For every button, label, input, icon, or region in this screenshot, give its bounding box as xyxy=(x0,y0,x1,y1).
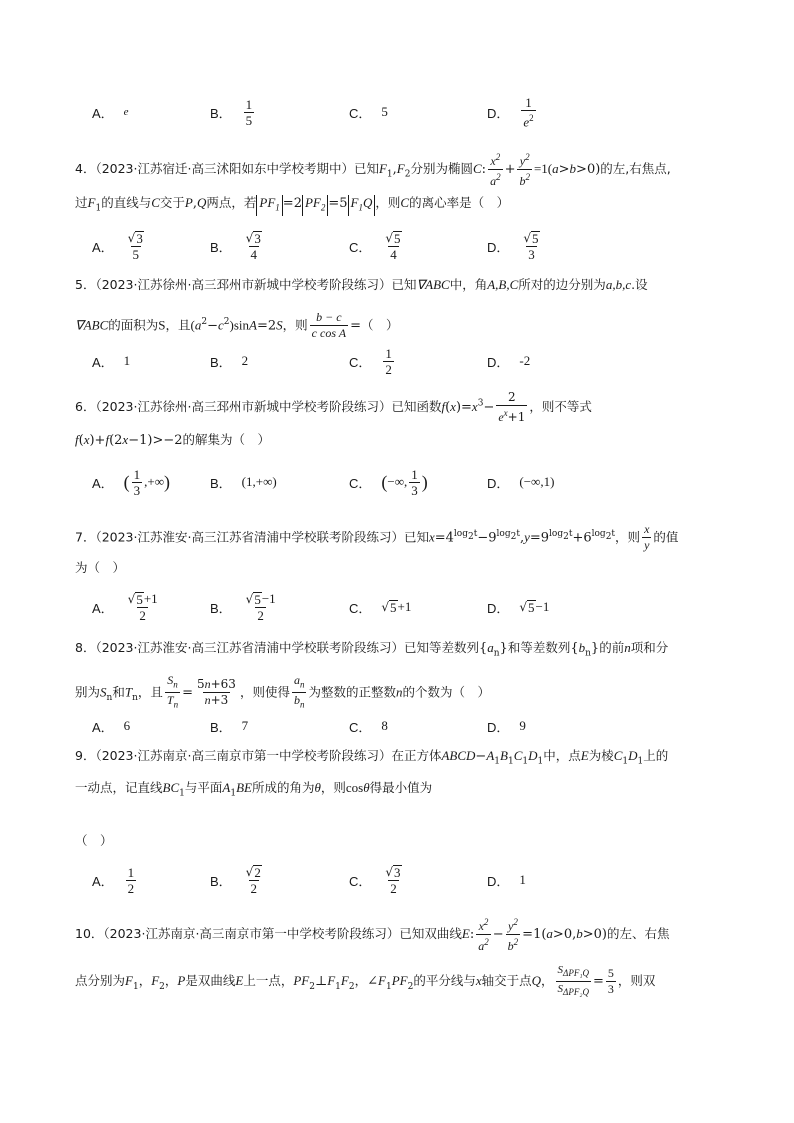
option-b[interactable]: B． √ 3 4 xyxy=(210,230,261,262)
option-c[interactable]: C． ( −∞, $\frac{1}{3}$ ) xyxy=(349,466,428,498)
question-7-line-1: 7．（2023·江苏淮安·高三江苏省清浦中学校联考阶段练习）已知$x=4^{log_2t}-9^{log_2t},y=9^{log_2t}+6^{log_2t}$，则 $\frac{x}{y}$ 的值 xyxy=(75,522,679,553)
option-c[interactable]: C． 5 xyxy=(349,104,388,121)
question-7-line-2: 为（ ） xyxy=(75,560,126,575)
question-6-line-2: f(x)+f(2x−1)>−2的解集为（ ） xyxy=(75,432,271,448)
option-d[interactable]: D． (−∞,1) xyxy=(487,474,555,491)
option-a[interactable]: A． √ 5 +1 2 xyxy=(92,591,158,623)
q5-options xyxy=(0,341,794,381)
option-b[interactable]: B． (1,+∞) xyxy=(210,474,277,491)
q4-options xyxy=(0,226,794,266)
question-8-line-2: 别为$S_n$和$T_n$，且 $\frac{S_n}{T_n}$ = $\frac{5n+63}{n+3}$ ，则使得 $\frac{a_n}{b_n}$ 为整数的正整数n的个数为（ ） xyxy=(75,673,725,713)
option-a[interactable]: A． 6 xyxy=(92,718,131,735)
option-a[interactable]: A． √ 3 5 xyxy=(92,230,143,262)
q3-options xyxy=(0,92,794,132)
option-c[interactable]: C． 8 xyxy=(349,718,388,735)
q7-options xyxy=(0,587,794,627)
option-d[interactable]: D． 1 xyxy=(487,872,526,889)
option-b[interactable]: B． √ 2 2 xyxy=(210,864,261,896)
option-c[interactable]: C． √ 3 2 xyxy=(349,864,401,896)
question-5-line-1: 5．（2023·江苏徐州·高三邳州市新城中学校考阶段练习）已知∇ABC中，角A,B,C所对的边分别为a,b,c.设 xyxy=(75,277,648,292)
question-9-line-1: 9．（2023·江苏南京·高三南京市第一中学校考阶段练习）在正方体$ABCD-A_1B_1C_1D_1$中，点E为棱$C_1D_1$上的 xyxy=(75,748,669,767)
question-4-line-2: 过$F_1$的直线与C交于P,Q两点，若 $PF_1 =2$ $PF_2 =5$ $F_1Q$ ，则C的离心率是（ ） xyxy=(75,195,510,214)
option-c[interactable]: C． √ 5 +1 xyxy=(349,599,412,616)
option-d[interactable]: D． 9 xyxy=(487,718,526,735)
question-10-line-1: 10．（2023·江苏南京·高三南京市第一中学校考阶段练习）已知双曲线E: $\frac{x^2}{a^2}$ − $\frac{y^2}{b^2}$ =1(a>0,b>0)的左、右焦 xyxy=(75,917,670,953)
option-d[interactable]: D． √ 5 −1 xyxy=(487,599,550,616)
option-d[interactable]: D． -2 xyxy=(487,353,531,370)
option-a[interactable]: A． $\frac{1}{2}$ xyxy=(92,864,135,896)
question-9-line-2: 一动点，记直线$BC_1$与平面$A_1BE$所成的角为θ，则cosθ得最小值为 xyxy=(75,780,433,799)
option-a[interactable]: A． 1 xyxy=(92,353,131,370)
option-b[interactable]: B． 2 xyxy=(210,353,249,370)
option-a[interactable]: A． ( $\frac{1}{3}$ ,+∞ ) xyxy=(92,466,171,498)
q9-options xyxy=(0,860,794,900)
q6-options xyxy=(0,462,794,502)
option-b[interactable]: B． 7 xyxy=(210,718,249,735)
question-8-line-1: 8．（2023·江苏淮安·高三江苏省清浦中学校联考阶段练习）已知等差数列$\{a_n\}$和等差数列$\{b_n\}$的前n项和分 xyxy=(75,640,669,659)
question-10-line-2: 点分别为$F_1$，$F_2$，P是双曲线E上一点，$PF_2\perp F_1F_2$，$\angle F_1PF_2$的平分线与x轴交于点Q， $\frac{S_{\Delta PF_1Q}}{S_{\Delta PF_2Q}}$ = $\frac{5}{3}$ ，则双 xyxy=(75,963,725,1000)
question-4-line-1: 4．（2023·江苏宿迁·高三沭阳如东中学校考期中）已知$F_1,F_2$分别为椭圆C: $\frac{x^2}{a^2}$ + $\frac{y^2}{b^2}$ =1(a>b>0)的左,右焦点, xyxy=(75,152,671,188)
option-c[interactable]: C． $\frac{1}{2}$ xyxy=(349,345,392,377)
option-b[interactable]: B． $\frac{1}{5}$ xyxy=(210,96,253,128)
option-c[interactable]: C． √ 5 4 xyxy=(349,230,401,262)
question-5-line-2: ∇ABC的面积为S，且$(a^2-c^2)\sin A=2S$，则 $\frac{b - c}{\text{c cos A}}$ =（ ） xyxy=(75,310,399,341)
option-b[interactable]: B． √ 5 −1 2 xyxy=(210,591,276,623)
option-d[interactable]: D． √ 5 3 xyxy=(487,230,539,262)
option-a[interactable]: A． e xyxy=(92,105,129,121)
option-d[interactable]: D． $\frac{1}{e^2}$ xyxy=(487,94,534,130)
question-9-line-3: （ ） xyxy=(75,833,113,848)
question-6-line-1: 6．（2023·江苏徐州·高三邳州市新城中学校考阶段练习）已知函数$f(x)=x^3-$ $\frac{2}{e^x+1}$ ，则不等式 xyxy=(75,390,592,424)
q8-options xyxy=(0,706,794,746)
